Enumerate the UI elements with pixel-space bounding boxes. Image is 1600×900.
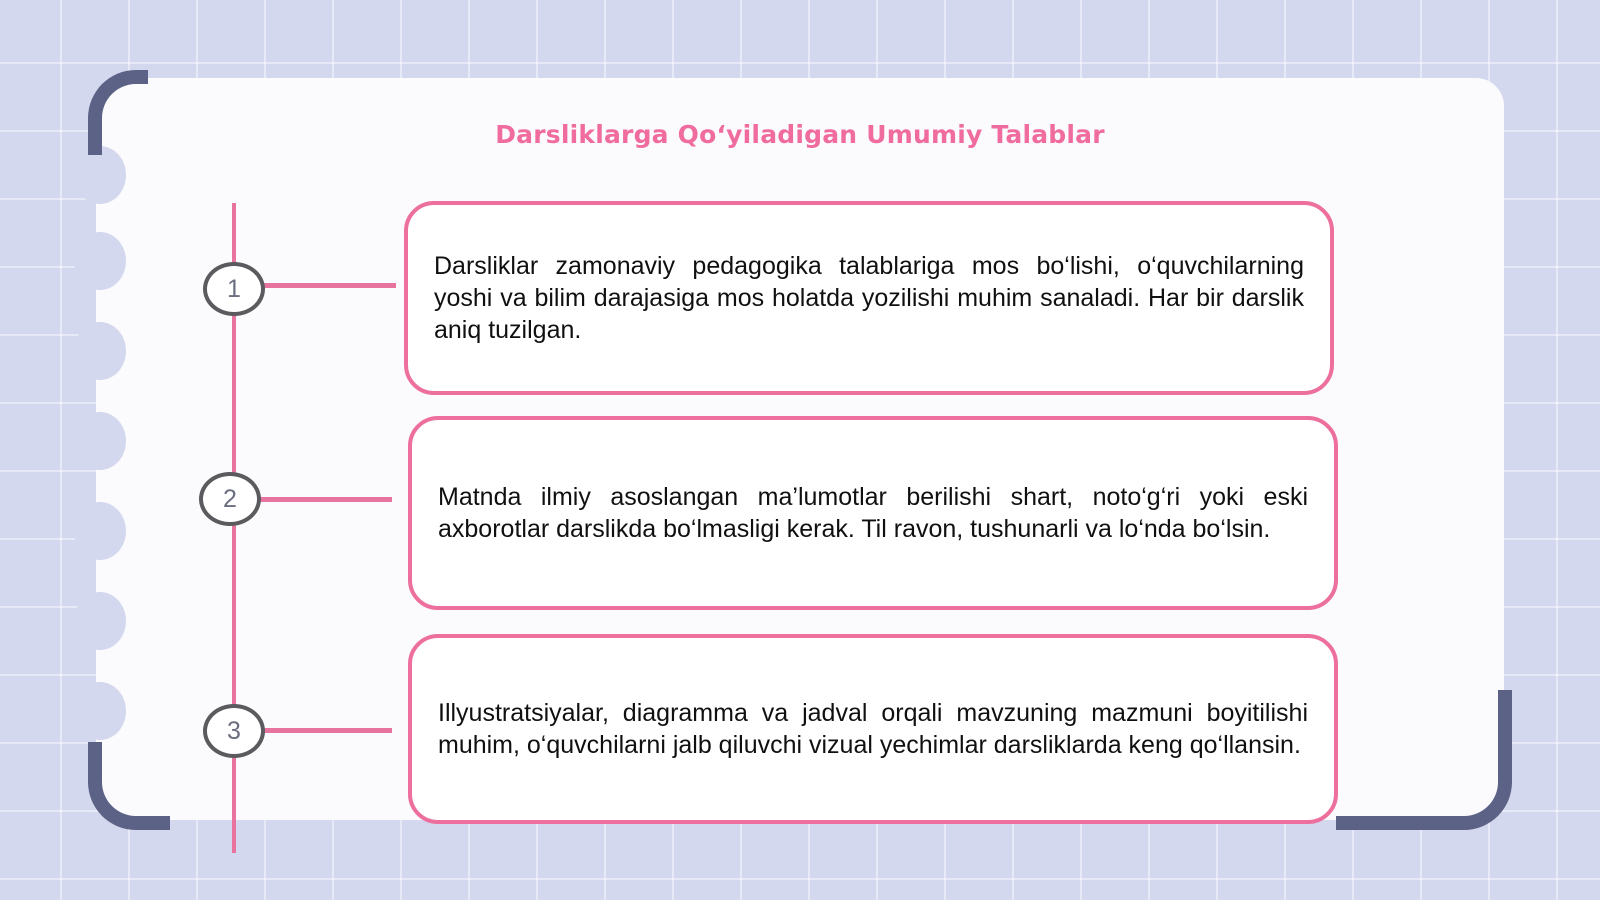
timeline-card-text: Illyustratsiyalar, diagramma va jadval orqali mavzuning mazmuni boyitilishi muhim, o‘quvchilarni jalb qiluvchi vizual yechimlar darsliklarda keng qo‘llansin. bbox=[438, 699, 1308, 759]
timeline-connector bbox=[260, 497, 392, 502]
frame-corner-bottom-left bbox=[88, 742, 170, 830]
timeline-card-text: Darsliklar zamonaviy pedagogika talablariga mos bo‘lishi, o‘quvchilarning yoshi va bilim darajasiga mos holatda yozilishi muhim sanaladi. Har bir darslik aniq tuzilgan. bbox=[434, 252, 1304, 344]
timeline-card bbox=[404, 201, 1334, 395]
timeline-number-badge: 1 bbox=[203, 262, 265, 316]
timeline-card-text: Matnda ilmiy asoslangan ma’lumotlar berilishi shart, noto‘g‘ri yoki eski axborotlar darslikda bo‘lmasligi kerak. Til ravon, tushunarli va lo‘nda bo‘lsin. bbox=[438, 483, 1308, 543]
paper-scallop bbox=[74, 682, 126, 740]
paper-scallop bbox=[74, 412, 126, 470]
slide-title: Darsliklarga Qo‘yiladigan Umumiy Talablar bbox=[495, 120, 1105, 149]
frame-corner-bottom-right bbox=[1336, 690, 1512, 830]
timeline-card bbox=[408, 416, 1338, 610]
timeline-number-badge: 2 bbox=[199, 472, 261, 526]
paper-scallop bbox=[74, 502, 126, 560]
timeline-card bbox=[408, 634, 1338, 824]
timeline-connector bbox=[262, 728, 392, 733]
paper-scallop bbox=[74, 322, 126, 380]
paper-scallop bbox=[74, 232, 126, 290]
timeline-number-badge: 3 bbox=[203, 704, 265, 758]
paper-scallop bbox=[74, 592, 126, 650]
timeline-connector bbox=[262, 283, 396, 288]
